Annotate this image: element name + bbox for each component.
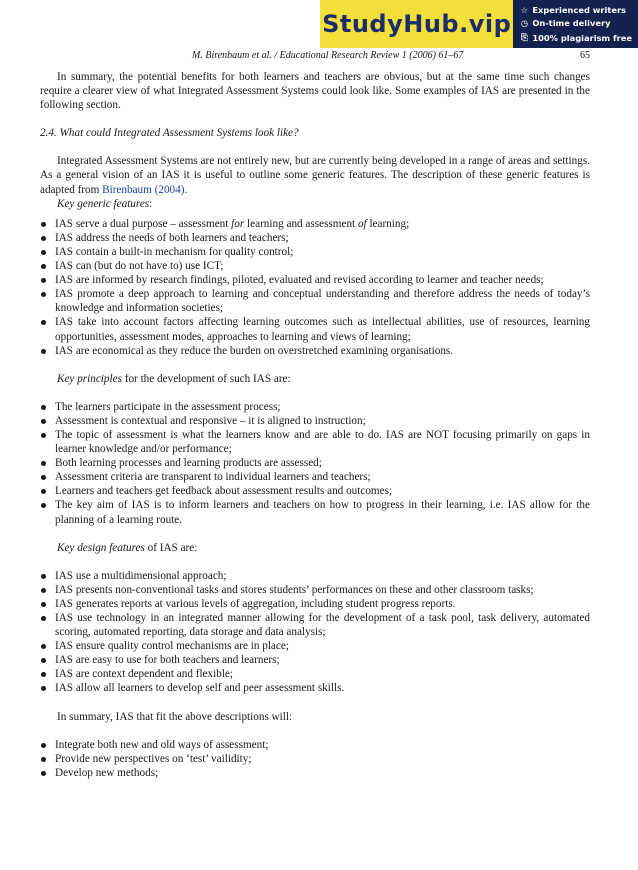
list-item (40, 217, 590, 231)
principles-list (40, 400, 590, 527)
list-item: IAS ensure quality control mechanisms are in place; (40, 639, 590, 653)
list-item: IAS can (but do not have to) use ICT; (40, 259, 590, 273)
principles-intro (40, 372, 590, 386)
paragraph-text: Integrated Assessment Systems are not entirely new, but are currently being developed in a range of areas and settings. As a general vision of an IAS it is useful to outline some generic features. The description of these generic features is adapted from (40, 155, 590, 196)
list-item: IAS use a multidimensional approach; (40, 569, 590, 583)
paragraph-ias-vision (40, 154, 590, 196)
item-text: IAS serve a dual purpose – assessment (55, 217, 232, 230)
design-features-list (40, 569, 590, 696)
citation-link-birenbaum[interactable]: Birenbaum (2004) (102, 183, 185, 196)
article-body (40, 70, 590, 780)
generic-label-text: Key generic features (57, 197, 150, 210)
list-item: Integrate both new and old ways of assessment; (40, 738, 590, 752)
summary-list (40, 738, 590, 780)
item-text: learning and assessment (244, 217, 358, 230)
list-item: IAS allow all learners to develop self and peer assessment skills. (40, 681, 590, 695)
list-item: Develop new methods; (40, 766, 590, 780)
list-item: IAS presents non-conventional tasks and stores students’ performances on these and other classroom tasks; (40, 583, 590, 597)
design-rest: of IAS are: (144, 541, 198, 554)
item-emphasis: for (231, 217, 245, 230)
perk-label: 100% plagiarism free (532, 32, 632, 43)
perk-label: On-time delivery (532, 18, 611, 29)
list-item: IAS promote a deep approach to learning and conceptual understanding and therefore address the needs of today’s knowledge and information societies; (40, 287, 590, 315)
list-item: The learners participate in the assessment process; (40, 400, 590, 414)
item-emphasis: of (357, 217, 367, 230)
page-number: 65 (580, 50, 590, 61)
list-item: IAS are easy to use for both teachers and learners; (40, 653, 590, 667)
section-heading: 2.4. What could Integrated Assessment Systems look like? (40, 127, 299, 140)
generic-features-list (40, 217, 590, 358)
list-item: The key aim of IAS is to inform learners and teachers on how to progress in their learning, i.e. IAS allow for the planning of a learning route. (40, 498, 590, 526)
copy-icon: ⎘ (521, 32, 528, 43)
list-item: Provide new perspectives on ‘test’ vailidity; (40, 752, 590, 766)
list-item: IAS are informed by research findings, piloted, evaluated and revised according to learner and teacher needs; (40, 273, 590, 287)
paragraph-end: . (184, 183, 188, 196)
banner-perks (513, 0, 638, 48)
principles-rest: for the development of such IAS are: (121, 372, 291, 385)
list-item: IAS contain a built-in mechanism for quality control; (40, 245, 590, 259)
perk-plagiarism (519, 32, 632, 43)
summary-paragraph: In summary, IAS that fit the above descriptions will: (57, 710, 293, 723)
perk-experienced (519, 5, 632, 15)
star-icon: ☆ (520, 4, 529, 15)
list-item: Both learning processes and learning products are assessed; (40, 456, 590, 470)
list-item: IAS are context dependent and flexible; (40, 667, 590, 681)
generic-label-colon: : (149, 197, 153, 210)
list-item: Assessment criteria are transparent to individual learners and teachers; (40, 470, 590, 484)
item-text: learning; (366, 217, 410, 230)
list-item: The topic of assessment is what the learners know and are able to do. IAS are NOT focusing primarily on gaps in learner knowledge and/or performance; (40, 428, 590, 456)
list-item: Learners and teachers get feedback about assessment results and outcomes; (40, 484, 590, 498)
journal-citation: M. Birenbaum et al. / Educational Research Review 1 (2006) 61–67 (192, 50, 464, 61)
list-item: IAS generates reports at various levels of aggregation, including student progress reports. (40, 597, 590, 611)
perk-label: Experienced writers (532, 4, 626, 15)
studyhub-banner[interactable] (320, 0, 638, 48)
list-item: IAS are economical as they reduce the burden on overstretched examining organisations. (40, 344, 590, 358)
list-item: Assessment is contextual and responsive – it is aligned to instruction; (40, 414, 590, 428)
generic-features-label (40, 197, 590, 211)
studyhub-logo[interactable]: StudyHub.vip (320, 0, 513, 48)
design-intro (40, 541, 590, 555)
list-item: IAS take into account factors affecting learning outcomes such as intellectual abilities, use of resources, learning opportunities, assessment modes, approaches to learning and views of learning; (40, 315, 590, 343)
clock-icon: ◷ (520, 18, 528, 29)
design-label: Key design features (57, 541, 145, 554)
list-item: IAS address the needs of both learners and teachers; (40, 231, 590, 245)
intro-paragraph: In summary, the potential benefits for both learners and teachers are obvious, but at the same time such changes require a clearer view of what Integrated Assessment Systems could look like. Some examples of IAS are presented in the following section. (40, 71, 590, 112)
perk-ontime (519, 18, 632, 28)
list-item: IAS use technology in an integrated manner allowing for the development of a task pool, task delivery, automated scoring, automated reporting, data storage and data analysis; (40, 611, 590, 639)
principles-label: Key principles (57, 372, 122, 385)
